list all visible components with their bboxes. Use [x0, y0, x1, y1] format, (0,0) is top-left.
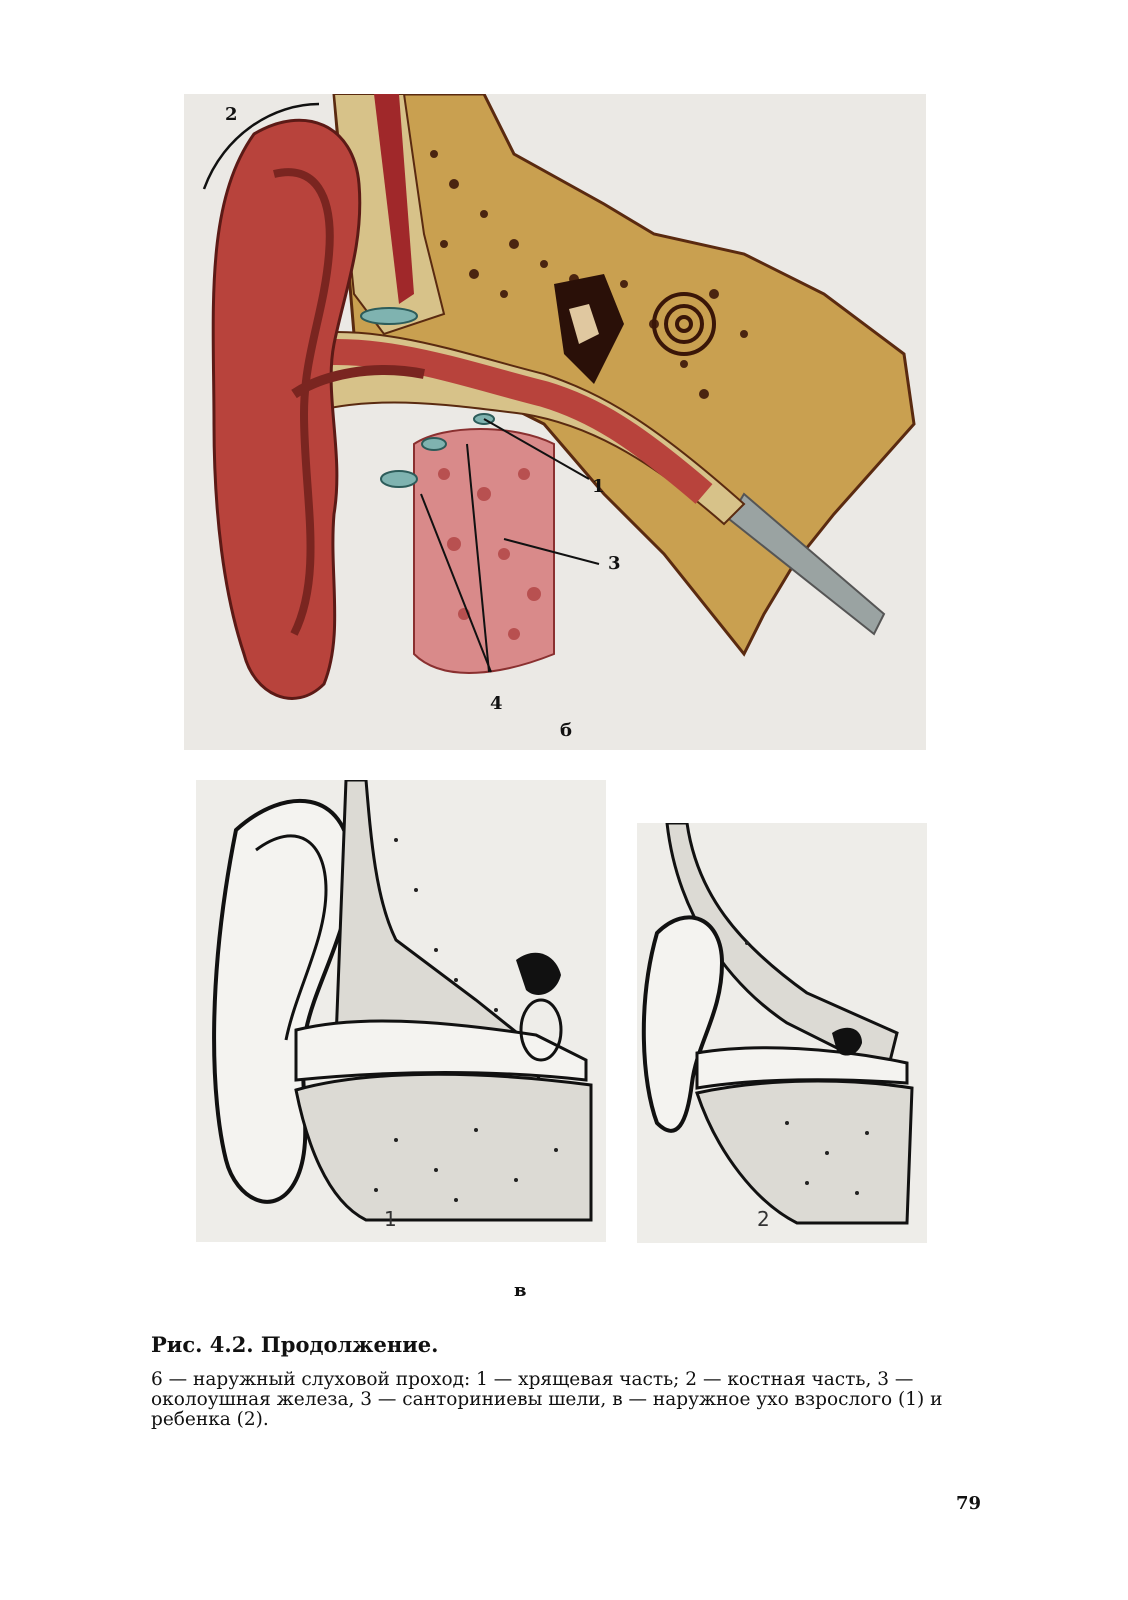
label-3: 3 [608, 553, 621, 574]
page-number: 79 [956, 1493, 982, 1514]
child-ear-drawing [637, 823, 927, 1243]
panel-label-b: б [560, 720, 573, 741]
figure-caption-title: Рис. 4.2. Продолжение. [151, 1332, 439, 1357]
figure-caption-text: 6 — наружный слуховой проход: 1 — хрящевая часть; 2 — костная часть, 3 — околоушная железа, 3 — санториниевы шели, в — наружное ухо взрослого (1) и ребенка (2). [151, 1369, 943, 1430]
label-1: 1 [592, 476, 605, 497]
ear-cross-section-illustration [184, 94, 926, 750]
adult-ear-drawing [196, 780, 606, 1242]
label-4: 4 [490, 693, 503, 714]
panel-label-v: в [514, 1280, 527, 1301]
drawing-label-2: 2 [757, 1207, 770, 1231]
label-2: 2 [225, 104, 238, 125]
drawing-label-1: 1 [384, 1207, 397, 1231]
